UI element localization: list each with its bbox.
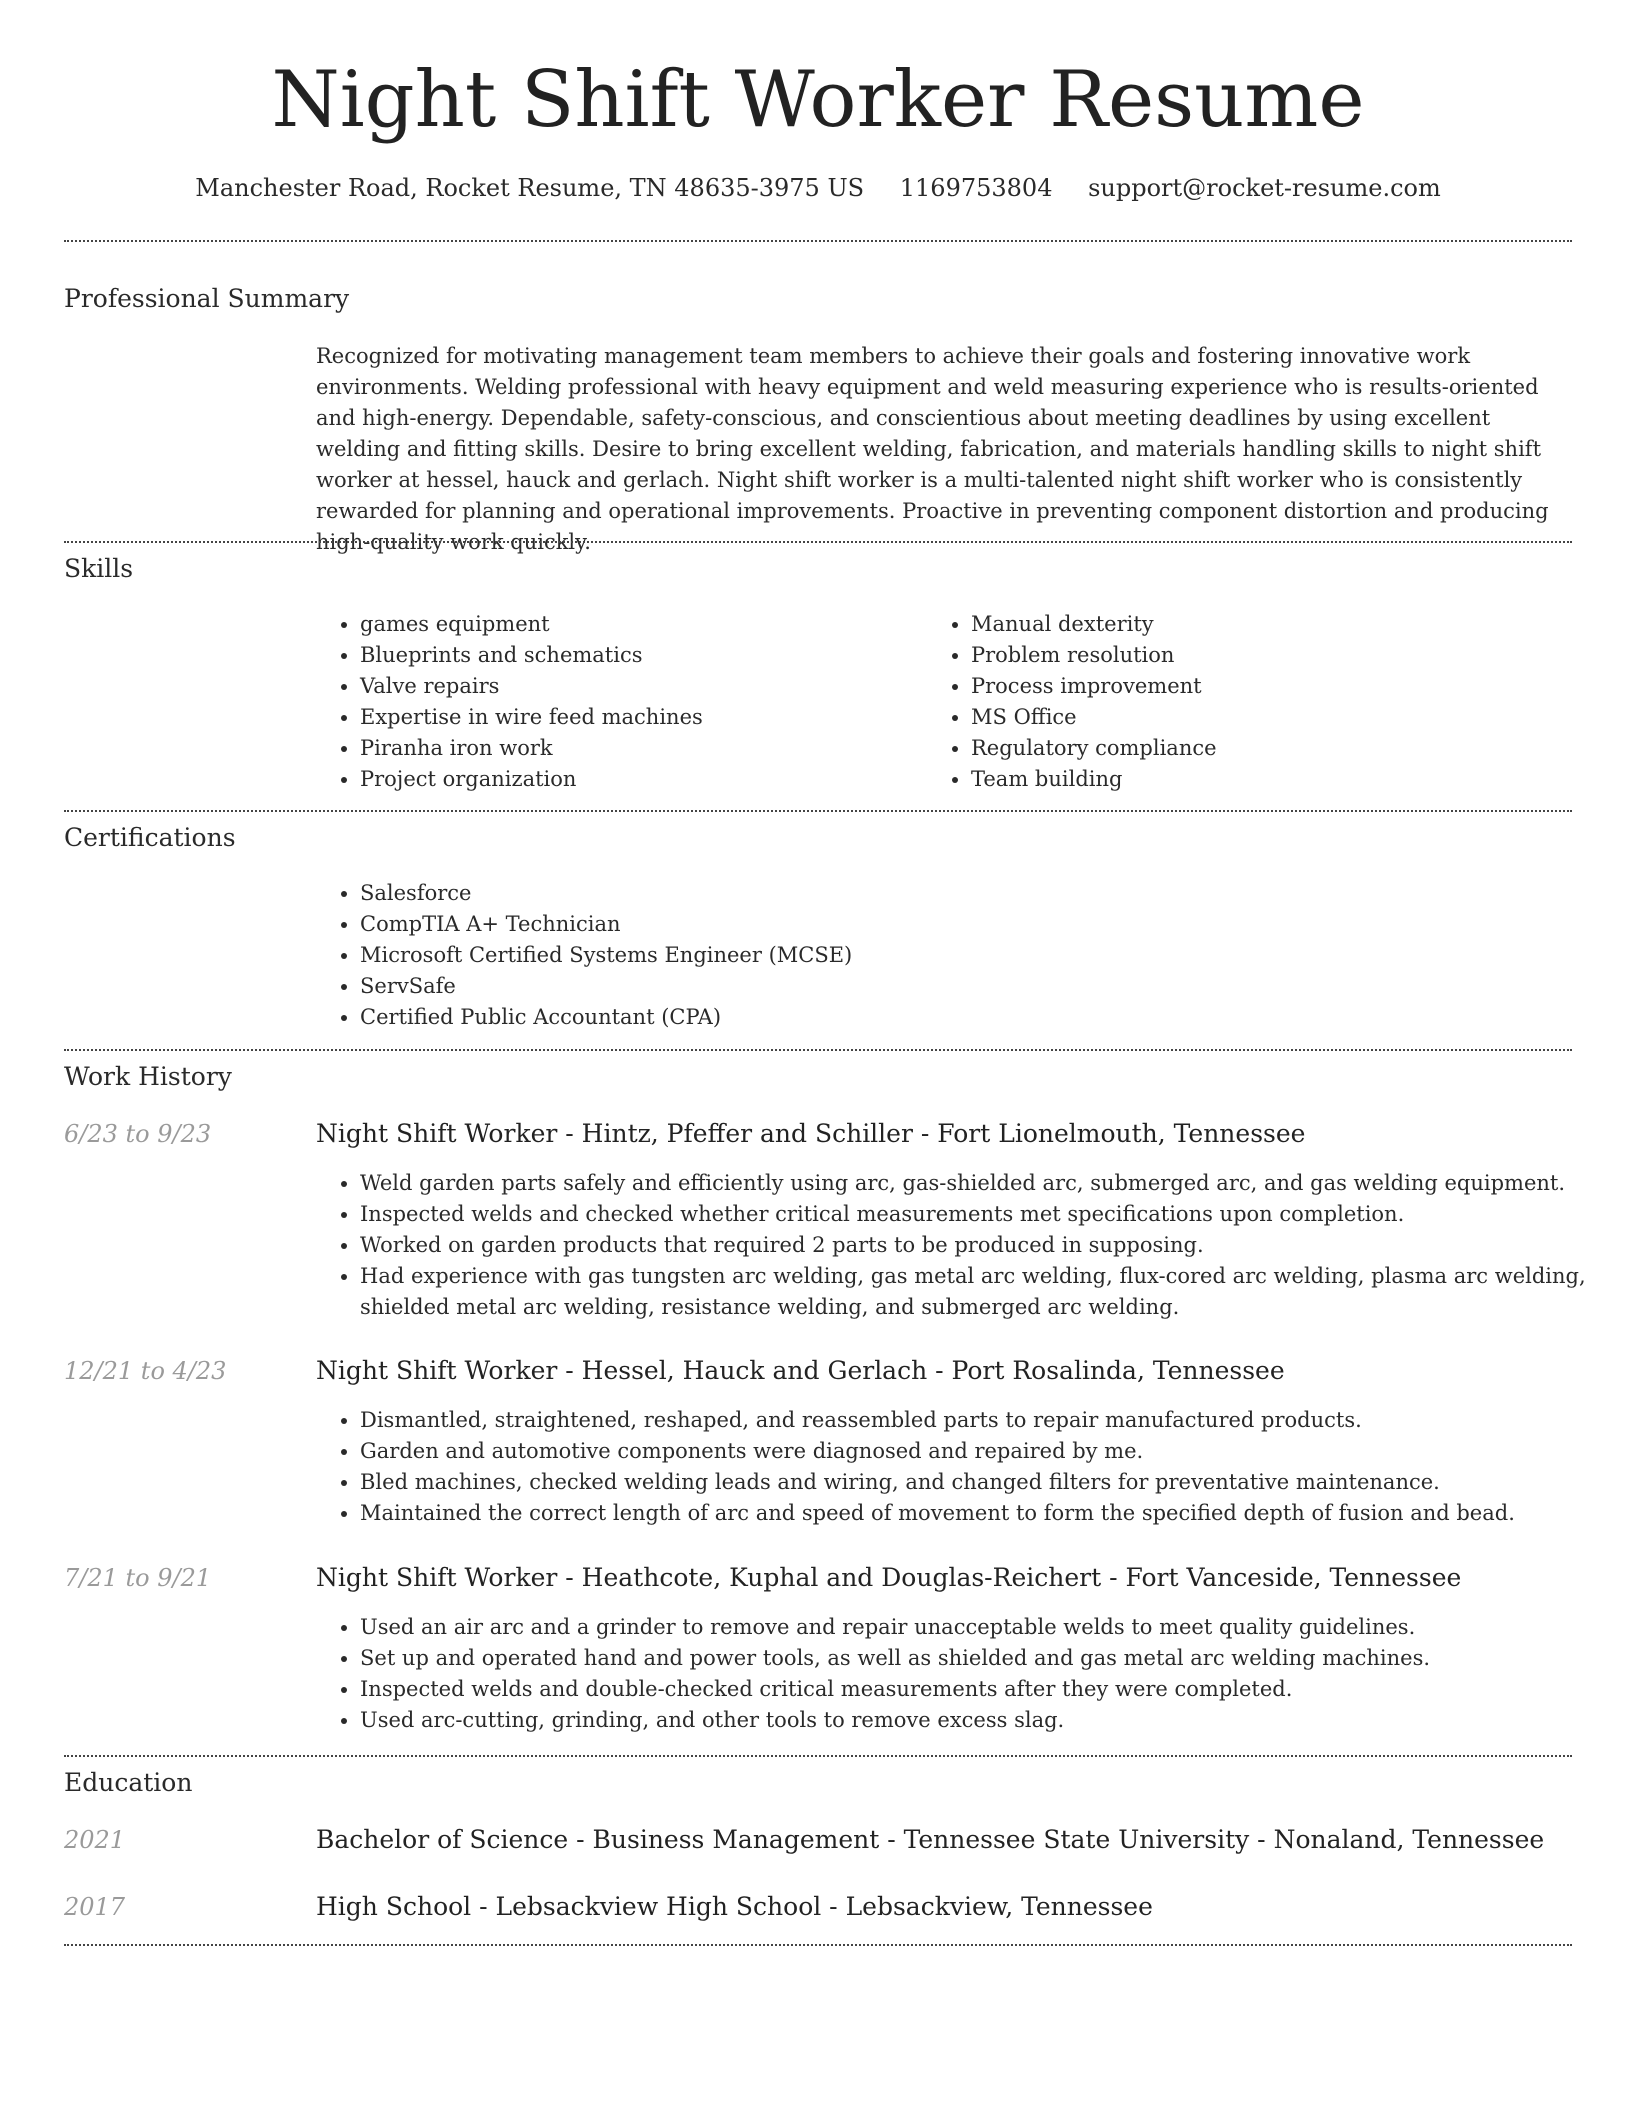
job-bullet: • Weld garden parts safely and efficiently using arc, gas-shielded arc, submerged arc, and gas welding equipment. bbox=[360, 1168, 1616, 1199]
section-heading-education: Education bbox=[64, 1768, 193, 1797]
job-dates: 12/21 to 4/23 bbox=[64, 1357, 227, 1385]
job-bullet: • Dismantled, straightened, reshaped, and reassembled parts to repair manufactured products. bbox=[360, 1405, 1616, 1436]
certification-item: • Salesforce bbox=[360, 878, 1560, 909]
job-bullet: • Inspected welds and double-checked critical measurements after they were completed. bbox=[360, 1674, 1616, 1705]
certification-item: • CompTIA A+ Technician bbox=[360, 909, 1560, 940]
divider bbox=[64, 541, 1572, 543]
job-dates: 6/23 to 9/23 bbox=[64, 1120, 212, 1148]
job-title: Night Shift Worker - Hessel, Hauck and Gerlach - Port Rosalinda, Tennessee bbox=[316, 1356, 1285, 1385]
section-heading-skills: Skills bbox=[64, 554, 134, 583]
certification-item: • Certified Public Accountant (CPA) bbox=[360, 1002, 1560, 1033]
job-bullet: • Set up and operated hand and power tools, as well as shielded and gas metal arc welding machines. bbox=[360, 1643, 1616, 1674]
education-year: 2017 bbox=[64, 1893, 126, 1921]
divider bbox=[64, 1049, 1572, 1051]
skill-item: • Team building bbox=[971, 764, 1531, 795]
job-bullet: • Bled machines, checked welding leads and wiring, and changed filters for preventative maintenance. bbox=[360, 1467, 1616, 1498]
job-bullet: • Had experience with gas tungsten arc welding, gas metal arc welding, flux-cored arc welding, plasma arc welding, shielded metal arc welding, resistance welding, and submerged arc welding. bbox=[360, 1261, 1616, 1323]
skill-item: • Valve repairs bbox=[360, 671, 920, 702]
job-bullets bbox=[316, 1612, 1616, 1736]
contact-phone: 1169753804 bbox=[899, 174, 1053, 202]
skill-item: • games equipment bbox=[360, 609, 920, 640]
education-degree: High School - Lebsackview High School - Lebsackview, Tennessee bbox=[316, 1892, 1153, 1921]
summary-text: Recognized for motivating management team members to achieve their goals and fostering innovative work environments. Welding professional with heavy equipment and weld measuring experience who is results-oriented and high-energy. Dependable, safety-conscious, and conscientious about meeting deadlines by using excellent welding and fitting skills. Desire to bring excellent welding, fabrication, and materials handling skills to night shift worker at hessel, hauck and gerlach. Night shift worker is a multi-talented night shift worker who is consistently rewarded for planning and operational improvements. Proactive in preventing component distortion and producing high-quality work quickly. bbox=[316, 344, 1549, 554]
job-bullet: • Maintained the correct length of arc and speed of movement to form the specified depth of fusion and bead. bbox=[360, 1498, 1616, 1529]
resume-title: Night Shift Worker Resume bbox=[271, 55, 1365, 145]
job-bullet: • Inspected welds and checked whether critical measurements met specifications upon completion. bbox=[360, 1199, 1616, 1230]
section-heading-summary: Professional Summary bbox=[64, 284, 350, 313]
job-bullet: • Garden and automotive components were diagnosed and repaired by me. bbox=[360, 1436, 1616, 1467]
certifications-list bbox=[316, 878, 1560, 1033]
job-bullet: • Worked on garden products that required 2 parts to be produced in supposing. bbox=[360, 1230, 1616, 1261]
skill-item: • Manual dexterity bbox=[971, 609, 1531, 640]
skill-item: • Regulatory compliance bbox=[971, 733, 1531, 764]
skills-list-left bbox=[316, 609, 920, 795]
skill-item: • Problem resolution bbox=[971, 640, 1531, 671]
job-title: Night Shift Worker - Hintz, Pfeffer and Schiller - Fort Lionelmouth, Tennessee bbox=[316, 1119, 1306, 1148]
certification-item: • Microsoft Certified Systems Engineer (MCSE) bbox=[360, 940, 1560, 971]
job-dates: 7/21 to 9/21 bbox=[64, 1564, 212, 1592]
section-heading-work: Work History bbox=[64, 1062, 232, 1091]
divider bbox=[64, 1944, 1572, 1946]
skill-item: • Expertise in wire feed machines bbox=[360, 702, 920, 733]
contact-email: support@rocket-resume.com bbox=[1088, 174, 1441, 202]
divider bbox=[64, 240, 1572, 242]
divider bbox=[64, 810, 1572, 812]
job-bullet: • Used an air arc and a grinder to remove and repair unacceptable welds to meet quality guidelines. bbox=[360, 1612, 1616, 1643]
skill-item: • Project organization bbox=[360, 764, 920, 795]
skill-item: • MS Office bbox=[971, 702, 1531, 733]
contact-address: Manchester Road, Rocket Resume, TN 48635-3975 US bbox=[195, 174, 865, 202]
job-bullets bbox=[316, 1168, 1616, 1323]
skill-item: • Piranha iron work bbox=[360, 733, 920, 764]
skill-item: • Blueprints and schematics bbox=[360, 640, 920, 671]
job-bullets bbox=[316, 1405, 1616, 1529]
certification-item: • ServSafe bbox=[360, 971, 1560, 1002]
divider bbox=[64, 1755, 1572, 1757]
job-title: Night Shift Worker - Heathcote, Kuphal and Douglas-Reichert - Fort Vanceside, Tennessee bbox=[316, 1563, 1462, 1592]
job-bullet: • Used arc-cutting, grinding, and other tools to remove excess slag. bbox=[360, 1705, 1616, 1736]
contact-line bbox=[64, 171, 1572, 205]
section-heading-certifications: Certifications bbox=[64, 823, 236, 852]
skill-item: • Process improvement bbox=[971, 671, 1531, 702]
education-year: 2021 bbox=[64, 1826, 126, 1854]
education-degree: Bachelor of Science - Business Management - Tennessee State University - Nonaland, Tennessee bbox=[316, 1825, 1545, 1854]
skills-list-right bbox=[927, 609, 1531, 795]
